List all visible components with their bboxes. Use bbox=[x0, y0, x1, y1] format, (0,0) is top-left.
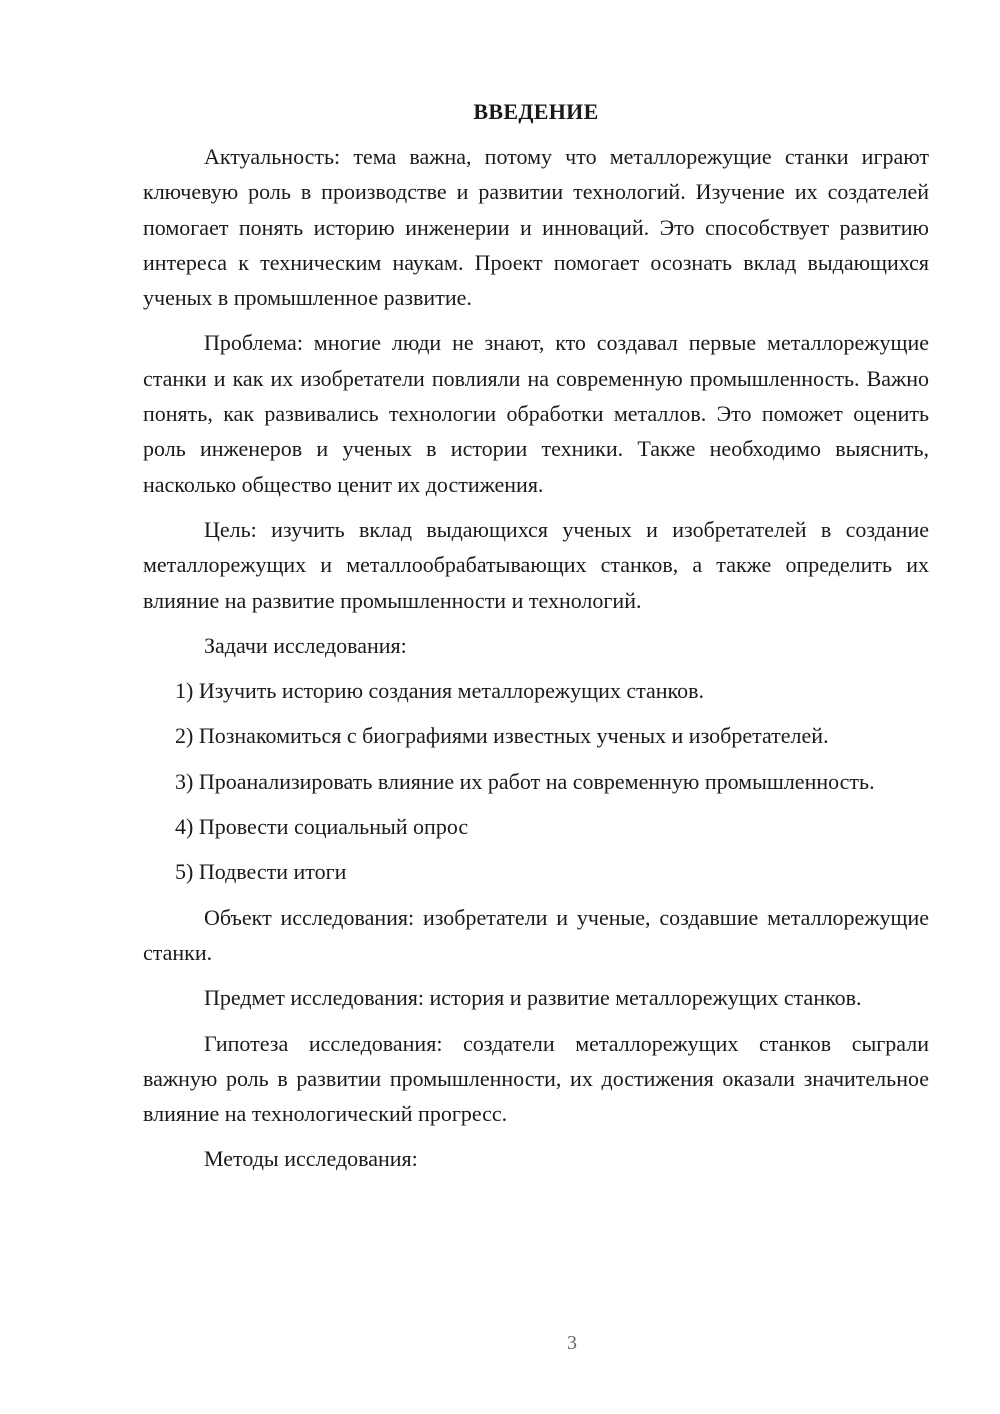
task-item-3: 3) Проанализировать влияние их работ на современную промышленность. bbox=[175, 768, 875, 794]
page-title: ВВЕДЕНИЕ bbox=[473, 99, 599, 124]
paragraph-goal: Цель: изучить вклад выдающихся ученых и изобретателей в создание металлорежущих и металлообрабатывающих станков, а также определить их влияние на развитие промышленности и технологий. bbox=[143, 516, 929, 613]
page-content bbox=[143, 94, 929, 1177]
paragraph-object: Объект исследования: изобретатели и ученые, создавшие металлорежущие станки. bbox=[143, 904, 929, 965]
task-item-1: 1) Изучить историю создания металлорежущих станков. bbox=[175, 678, 704, 704]
paragraph-subject: Предмет исследования: история и развитие металлорежущих станков. bbox=[204, 985, 862, 1011]
paragraph-tasks-heading: Задачи исследования: bbox=[204, 632, 407, 658]
paragraph-problem: Проблема: многие люди не знают, кто создавал первые металлорежущие станки и как их изобретатели повлияли на современную промышленность. Важно понять, как развивались технологии обработки металлов. Это поможет оценить роль инженеров и ученых в истории техники. Также необходимо выяснить, насколько общество ценит их достижения. bbox=[143, 330, 929, 497]
task-item-5: 5) Подвести итоги bbox=[175, 859, 347, 885]
paragraph-relevance: Актуальность: тема важна, потому что металлорежущие станки играют ключевую роль в производстве и развитии технологий. Изучение их создателей помогает понять историю инженерии и инноваций. Это способствует развитию интереса к техническим наукам. Проект помогает осознать вклад выдающихся ученых в промышленное развитие. bbox=[143, 144, 929, 311]
task-item-2: 2) Познакомиться с биографиями известных ученых и изобретателей. bbox=[175, 723, 829, 749]
paragraph-hypothesis: Гипотеза исследования: создатели металлорежущих станков сыграли важную роль в развитии промышленности, их достижения оказали значительное влияние на технологический прогресс. bbox=[143, 1030, 929, 1127]
task-item-4: 4) Провести социальный опрос bbox=[175, 814, 469, 840]
paragraph-methods: Методы исследования: bbox=[204, 1146, 418, 1172]
page-number: 3 bbox=[567, 1332, 577, 1354]
